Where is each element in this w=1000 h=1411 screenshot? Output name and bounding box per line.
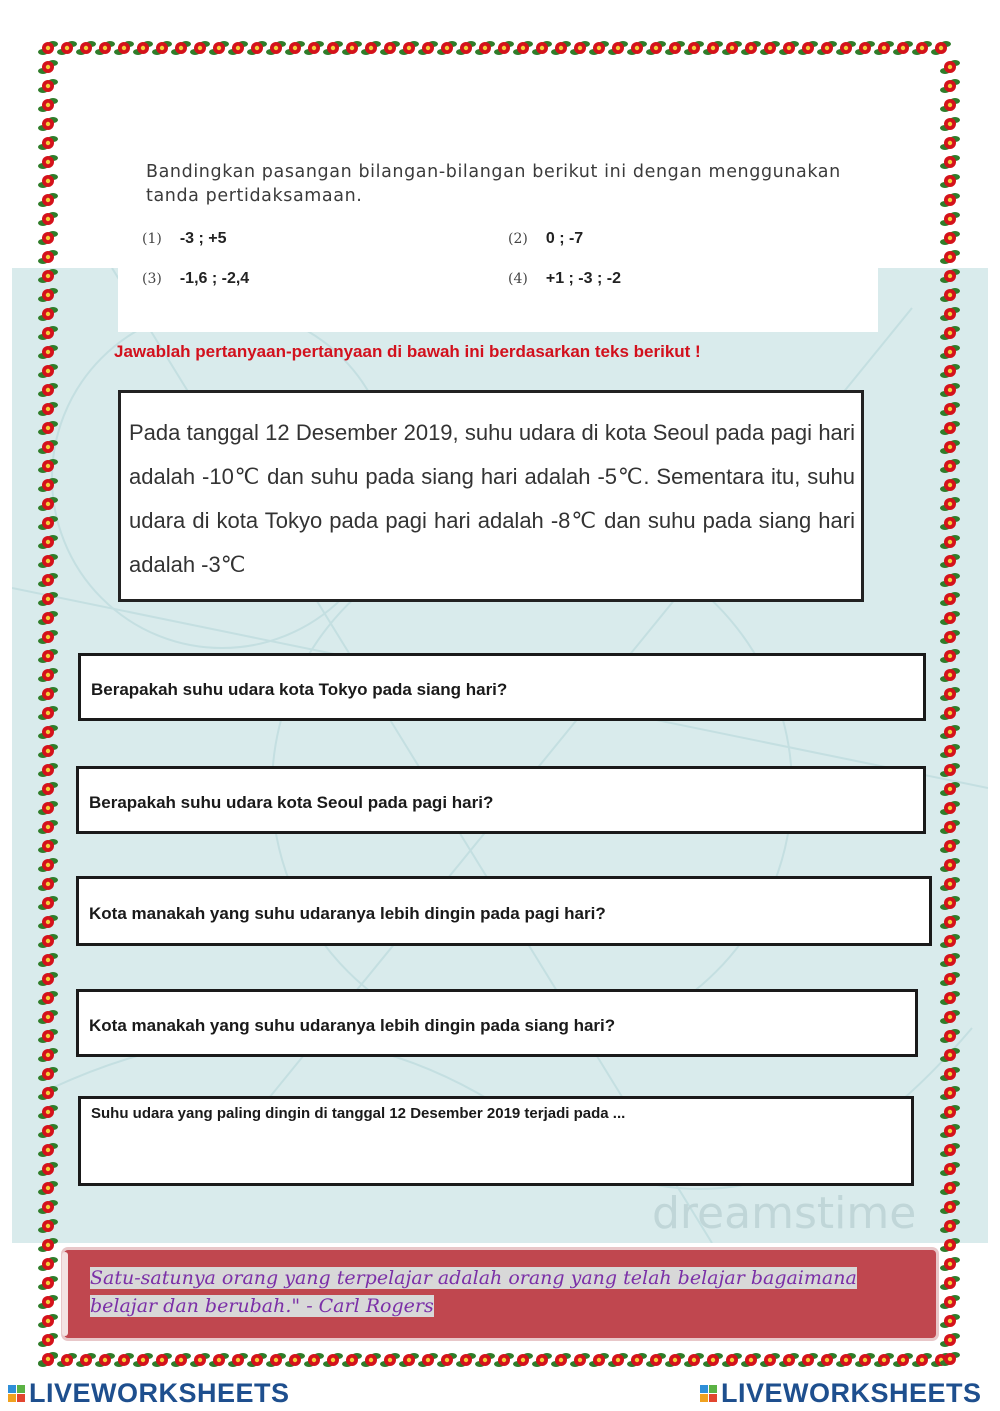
comparison-instruction: Bandingkan pasangan bilangan-bilangan berikut ini dengan menggunakan tanda pertidaksamaan. <box>146 162 841 206</box>
flower-ornament <box>38 820 58 834</box>
flower-ornament <box>76 41 96 55</box>
flower-ornament <box>38 212 58 226</box>
flower-ornament <box>38 98 58 112</box>
flower-ornament <box>940 1105 960 1119</box>
flower-ornament <box>38 1124 58 1138</box>
flower-ornament <box>940 573 960 587</box>
flower-ornament <box>940 478 960 492</box>
flower-ornament <box>940 1086 960 1100</box>
flower-ornament <box>940 630 960 644</box>
quote-text <box>90 1264 928 1320</box>
flower-ornament <box>817 41 837 55</box>
flower-ornament <box>38 326 58 340</box>
flower-ornament <box>418 41 438 55</box>
flower-ornament <box>836 1353 856 1367</box>
flower-ornament <box>722 41 742 55</box>
flower-ornament <box>209 1353 229 1367</box>
flower-ornament <box>893 1353 913 1367</box>
flower-ornament <box>940 820 960 834</box>
flower-ornament <box>133 41 153 55</box>
flower-ornament <box>646 41 666 55</box>
flower-ornament <box>38 972 58 986</box>
flower-ornament <box>38 383 58 397</box>
flower-ornament <box>940 193 960 207</box>
flower-ornament <box>931 41 951 55</box>
flower-ornament <box>940 1181 960 1195</box>
flower-ornament <box>940 231 960 245</box>
liveworksheets-icon <box>700 1385 717 1402</box>
flower-ornament <box>38 649 58 663</box>
flower-ornament <box>152 41 172 55</box>
flower-ornament <box>266 1353 286 1367</box>
flower-ornament <box>940 1162 960 1176</box>
flower-ornament <box>940 535 960 549</box>
flower-ornament <box>940 934 960 948</box>
liveworksheets-icon <box>8 1385 25 1402</box>
flower-ornament <box>342 41 362 55</box>
flower-ornament <box>38 155 58 169</box>
flower-ornament <box>38 402 58 416</box>
flower-ornament <box>940 497 960 511</box>
item-number: (1) <box>142 231 162 247</box>
flower-ornament <box>38 953 58 967</box>
flower-ornament <box>912 41 932 55</box>
flower-ornament <box>940 896 960 910</box>
flower-ornament <box>940 668 960 682</box>
flower-ornament <box>940 782 960 796</box>
flower-ornament <box>703 1353 723 1367</box>
flower-ornament <box>38 1295 58 1309</box>
flower-ornament <box>38 1352 58 1366</box>
flower-ornament <box>940 649 960 663</box>
flower-ornament <box>940 1219 960 1233</box>
flower-ornament <box>38 345 58 359</box>
flower-ornament <box>940 1010 960 1024</box>
flower-ornament <box>38 1238 58 1252</box>
question-4: Kota manakah yang suhu udaranya lebih dingin pada siang hari? <box>89 1016 616 1035</box>
item-number: (4) <box>508 271 528 287</box>
flower-ornament <box>38 934 58 948</box>
flower-ornament <box>38 193 58 207</box>
flower-ornament <box>399 1353 419 1367</box>
flower-ornament <box>940 402 960 416</box>
reading-passage-box <box>118 390 864 602</box>
flower-ornament <box>266 41 286 55</box>
flower-ornament <box>323 41 343 55</box>
logo-text: LIVEWORKSHEETS <box>29 1378 290 1408</box>
flower-ornament <box>940 1048 960 1062</box>
flower-ornament <box>247 1353 267 1367</box>
flower-ornament <box>171 1353 191 1367</box>
flower-ornament <box>741 1353 761 1367</box>
flower-ornament <box>38 1048 58 1062</box>
flower-ornament <box>940 1067 960 1081</box>
flower-ornament <box>38 1086 58 1100</box>
exercise-item-4 <box>508 270 621 288</box>
watermark-text: dreamstime <box>652 1188 917 1239</box>
flower-ornament <box>38 535 58 549</box>
item-text: -1,6 ; -2,4 <box>179 270 250 287</box>
flower-ornament <box>133 1353 153 1367</box>
flower-ornament <box>38 79 58 93</box>
flower-ornament <box>703 41 723 55</box>
item-text: -3 ; +5 <box>179 230 227 247</box>
flower-ornament <box>940 117 960 131</box>
flower-ornament <box>171 41 191 55</box>
quote-highlighted-text: Satu-satunya orang yang terpelajar adalah orang yang telah belajar bagaimana belajar dan berubah." - Carl Rogers <box>90 1267 857 1317</box>
flower-ornament <box>437 1353 457 1367</box>
flower-ornament <box>38 231 58 245</box>
flower-ornament <box>38 1029 58 1043</box>
flower-ornament <box>940 307 960 321</box>
flower-ornament <box>551 1353 571 1367</box>
flower-ornament <box>940 345 960 359</box>
flower-ornament <box>940 212 960 226</box>
flower-ornament <box>38 41 58 55</box>
flower-ornament <box>589 41 609 55</box>
flower-ornament <box>38 1181 58 1195</box>
flower-ornament <box>940 915 960 929</box>
flower-ornament <box>940 98 960 112</box>
flower-ornament <box>874 41 894 55</box>
quote-accent-bar <box>62 1252 68 1336</box>
flower-ornament <box>418 1353 438 1367</box>
flower-ornament <box>38 174 58 188</box>
liveworksheets-logo-left <box>8 1378 290 1409</box>
flower-ornament <box>38 60 58 74</box>
flower-ornament <box>114 1353 134 1367</box>
flower-ornament <box>494 41 514 55</box>
flower-ornament <box>798 1353 818 1367</box>
flower-ornament <box>940 1333 960 1347</box>
flower-ornament <box>855 41 875 55</box>
question-2: Berapakah suhu udara kota Seoul pada pagi hari? <box>89 793 494 812</box>
flower-ornament <box>285 1353 305 1367</box>
flower-ornament <box>475 1353 495 1367</box>
flower-ornament <box>940 1143 960 1157</box>
flower-ornament <box>589 1353 609 1367</box>
flower-ornament <box>38 1276 58 1290</box>
flower-ornament <box>940 801 960 815</box>
flower-ornament <box>38 478 58 492</box>
flower-ornament <box>760 1353 780 1367</box>
flower-ornament <box>38 250 58 264</box>
flower-ornament <box>741 41 761 55</box>
flower-ornament <box>38 1010 58 1024</box>
exercise-item-1 <box>142 230 227 248</box>
flower-ornament <box>247 41 267 55</box>
flower-ornament <box>38 763 58 777</box>
flower-ornament <box>38 1219 58 1233</box>
flower-ornament <box>38 630 58 644</box>
flower-ornament <box>38 136 58 150</box>
flower-ornament <box>38 421 58 435</box>
flower-ornament <box>912 1353 932 1367</box>
answer-box-3[interactable] <box>76 876 932 946</box>
flower-ornament <box>646 1353 666 1367</box>
flower-ornament <box>836 41 856 55</box>
flower-ornament <box>940 516 960 530</box>
flower-ornament <box>38 440 58 454</box>
flower-ornament <box>684 1353 704 1367</box>
flower-ornament <box>304 1353 324 1367</box>
flower-ornament <box>532 41 552 55</box>
flower-ornament <box>38 611 58 625</box>
flower-ornament <box>855 1353 875 1367</box>
flower-ornament <box>475 41 495 55</box>
flower-ornament <box>57 41 77 55</box>
flower-ornament <box>399 41 419 55</box>
liveworksheets-logo-right <box>700 1378 982 1409</box>
flower-ornament <box>532 1353 552 1367</box>
item-text: 0 ; -7 <box>545 230 584 247</box>
flower-ornament <box>798 41 818 55</box>
flower-ornament <box>38 1067 58 1081</box>
flower-ornament <box>456 1353 476 1367</box>
flower-ornament <box>209 41 229 55</box>
flower-ornament <box>152 1353 172 1367</box>
answer-box-1[interactable] <box>78 653 926 721</box>
reading-passage: Pada tanggal 12 Desember 2019, suhu udara di kota Seoul pada pagi hari adalah -10℃ dan suhu pada siang hari adalah -5℃. Sementara itu, suhu udara di kota Tokyo pada pagi hari adalah -8℃ dan suhu pada siang hari adalah -3℃ <box>129 420 855 577</box>
flower-ornament <box>940 725 960 739</box>
flower-ornament <box>38 744 58 758</box>
flower-ornament <box>38 497 58 511</box>
flower-ornament <box>57 1353 77 1367</box>
flower-ornament <box>665 1353 685 1367</box>
flower-ornament <box>940 60 960 74</box>
flower-ornament <box>608 1353 628 1367</box>
flower-ornament <box>940 288 960 302</box>
flower-ornament <box>380 41 400 55</box>
flower-ornament <box>940 1257 960 1271</box>
flower-ornament <box>940 326 960 340</box>
flower-ornament <box>38 668 58 682</box>
flower-ornament <box>570 41 590 55</box>
flower-ornament <box>940 554 960 568</box>
item-number: (3) <box>142 271 162 287</box>
flower-ornament <box>940 972 960 986</box>
flower-ornament <box>684 41 704 55</box>
flower-ornament <box>940 1029 960 1043</box>
flower-ornament <box>38 839 58 853</box>
flower-ornament <box>95 41 115 55</box>
exercise-item-3 <box>142 270 249 288</box>
flower-ornament <box>940 1276 960 1290</box>
flower-ornament <box>76 1353 96 1367</box>
flower-ornament <box>874 1353 894 1367</box>
flower-ornament <box>665 41 685 55</box>
flower-ornament <box>817 1353 837 1367</box>
flower-ornament <box>494 1353 514 1367</box>
flower-ornament <box>38 687 58 701</box>
answer-box-5[interactable] <box>78 1096 914 1186</box>
flower-ornament <box>940 364 960 378</box>
flower-ornament <box>940 706 960 720</box>
flower-ornament <box>940 763 960 777</box>
flower-ornament <box>940 269 960 283</box>
question-5: Suhu udara yang paling dingin di tanggal 12 Desember 2019 terjadi pada ... <box>91 1105 626 1122</box>
flower-ornament <box>342 1353 362 1367</box>
flower-ornament <box>38 877 58 891</box>
flower-ornament <box>940 174 960 188</box>
flower-ornament <box>38 1143 58 1157</box>
flower-ornament <box>38 117 58 131</box>
flower-ornament <box>190 1353 210 1367</box>
flower-ornament <box>38 364 58 378</box>
flower-ornament <box>627 41 647 55</box>
flower-ornament <box>38 801 58 815</box>
flower-ornament <box>114 41 134 55</box>
flower-ornament <box>38 1200 58 1214</box>
flower-ornament <box>95 1353 115 1367</box>
flower-ornament <box>940 858 960 872</box>
logo-text: LIVEWORKSHEETS <box>721 1378 982 1408</box>
flower-ornament <box>940 1314 960 1328</box>
flower-ornament <box>608 41 628 55</box>
flower-ornament <box>940 592 960 606</box>
flower-ornament <box>38 858 58 872</box>
flower-ornament <box>38 554 58 568</box>
flower-ornament <box>228 1353 248 1367</box>
flower-ornament <box>38 307 58 321</box>
flower-ornament <box>228 41 248 55</box>
answer-box-2[interactable] <box>76 766 926 834</box>
flower-ornament <box>361 41 381 55</box>
flower-ornament <box>779 1353 799 1367</box>
question-1: Berapakah suhu udara kota Tokyo pada siang hari? <box>91 680 508 699</box>
flower-ornament <box>361 1353 381 1367</box>
flower-ornament <box>940 953 960 967</box>
flower-ornament <box>940 421 960 435</box>
flower-ornament <box>38 288 58 302</box>
flower-ornament <box>38 915 58 929</box>
flower-ornament <box>893 41 913 55</box>
flower-ornament <box>38 1257 58 1271</box>
flower-ornament <box>38 459 58 473</box>
flower-ornament <box>940 839 960 853</box>
question-3: Kota manakah yang suhu udaranya lebih dingin pada pagi hari? <box>89 904 606 923</box>
flower-ornament <box>38 1333 58 1347</box>
answer-box-4[interactable] <box>76 989 918 1057</box>
flower-ornament <box>940 155 960 169</box>
flower-ornament <box>513 41 533 55</box>
flower-ornament <box>38 1105 58 1119</box>
flower-ornament <box>38 991 58 1005</box>
flower-ornament <box>38 573 58 587</box>
flower-ornament <box>38 592 58 606</box>
flower-ornament <box>940 1295 960 1309</box>
flower-ornament <box>323 1353 343 1367</box>
flower-ornament <box>940 459 960 473</box>
flower-ornament <box>380 1353 400 1367</box>
flower-ornament <box>38 1314 58 1328</box>
flower-ornament <box>940 1124 960 1138</box>
flower-ornament <box>940 383 960 397</box>
flower-ornament <box>779 41 799 55</box>
flower-ornament <box>513 1353 533 1367</box>
flower-ornament <box>437 41 457 55</box>
flower-ornament <box>38 782 58 796</box>
flower-ornament <box>285 41 305 55</box>
flower-ornament <box>38 725 58 739</box>
flower-ornament <box>940 250 960 264</box>
flower-ornament <box>38 269 58 283</box>
flower-ornament <box>38 516 58 530</box>
flower-ornament <box>940 440 960 454</box>
flower-ornament <box>551 41 571 55</box>
flower-ornament <box>38 706 58 720</box>
flower-ornament <box>38 1162 58 1176</box>
flower-ornament <box>940 744 960 758</box>
flower-ornament <box>570 1353 590 1367</box>
flower-ornament <box>304 41 324 55</box>
flower-ornament <box>456 41 476 55</box>
flower-ornament <box>940 136 960 150</box>
flower-ornament <box>760 41 780 55</box>
item-text: +1 ; -3 ; -2 <box>545 270 621 287</box>
flower-ornament <box>940 991 960 1005</box>
flower-ornament <box>627 1353 647 1367</box>
exercise-item-2 <box>508 230 583 248</box>
flower-ornament <box>940 877 960 891</box>
flower-ornament <box>940 687 960 701</box>
flower-ornament <box>940 1238 960 1252</box>
flower-ornament <box>940 79 960 93</box>
flower-ornament <box>940 611 960 625</box>
flower-ornament <box>940 1200 960 1214</box>
reading-instruction: Jawablah pertanyaan-pertanyaan di bawah ini berdasarkan teks berikut ! <box>114 342 701 361</box>
flower-ornament <box>722 1353 742 1367</box>
item-number: (2) <box>508 231 528 247</box>
flower-ornament <box>38 896 58 910</box>
flower-ornament <box>190 41 210 55</box>
